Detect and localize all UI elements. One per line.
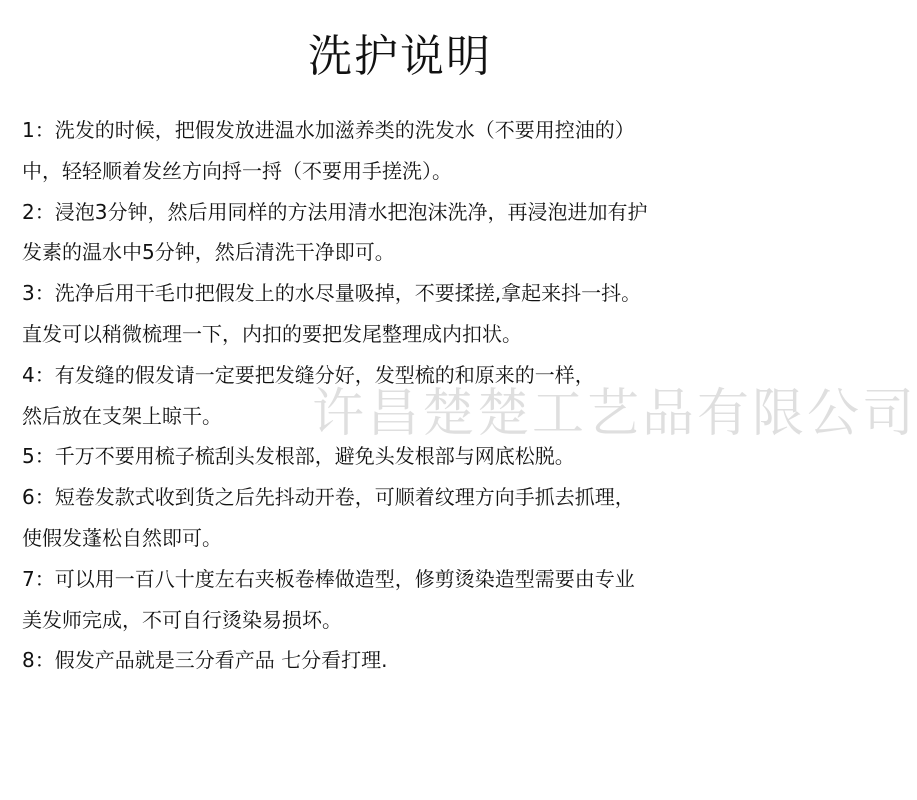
company-watermark: 许昌楚楚工艺品有限公司 [312,384,917,444]
instruction-line: 美发师完成，不可自行烫染易损坏。 [22,607,342,632]
instruction-line: 5：千万不要用梳子梳刮头发根部，避免头发根部与网底松脱。 [22,444,575,469]
instruction-line: 7：可以用一百八十度左右夹板卷棒做造型，修剪烫染造型需要由专业 [22,566,635,591]
instructions-list [22,110,792,681]
instruction-line: 4：有发缝的假发请一定要把发缝分好，发型梳的和原来的一样， [22,362,595,387]
instruction-line: 直发可以稍微梳理一下，内扣的要把发尾整理成内扣状。 [22,321,522,346]
instruction-line: 8：假发产品就是三分看产品 七分看打理. [22,648,388,673]
instruction-line: 3：洗净后用干毛巾把假发上的水尽量吸掉，不要揉搓,拿起来抖一抖。 [22,281,642,306]
page-title: 洗护说明 [308,31,492,82]
instruction-line: 2：浸泡3分钟，然后用同样的方法用清水把泡沫洗净，再浸泡进加有护 [22,199,648,224]
instruction-line: 发素的温水中5分钟，然后清洗干净即可。 [22,240,395,265]
instruction-line: 然后放在支架上晾干。 [22,403,222,428]
instruction-line: 1：洗发的时候，把假发放进温水加滋养类的洗发水（不要用控油的） [22,118,635,142]
instruction-line: 6：短卷发款式收到货之后先抖动开卷，可顺着纹理方向手抓去抓理， [22,485,635,510]
instruction-line: 使假发蓬松自然即可。 [22,525,222,550]
instruction-line: 中，轻轻顺着发丝方向捋一捋（不要用手搓洗）。 [22,158,452,183]
